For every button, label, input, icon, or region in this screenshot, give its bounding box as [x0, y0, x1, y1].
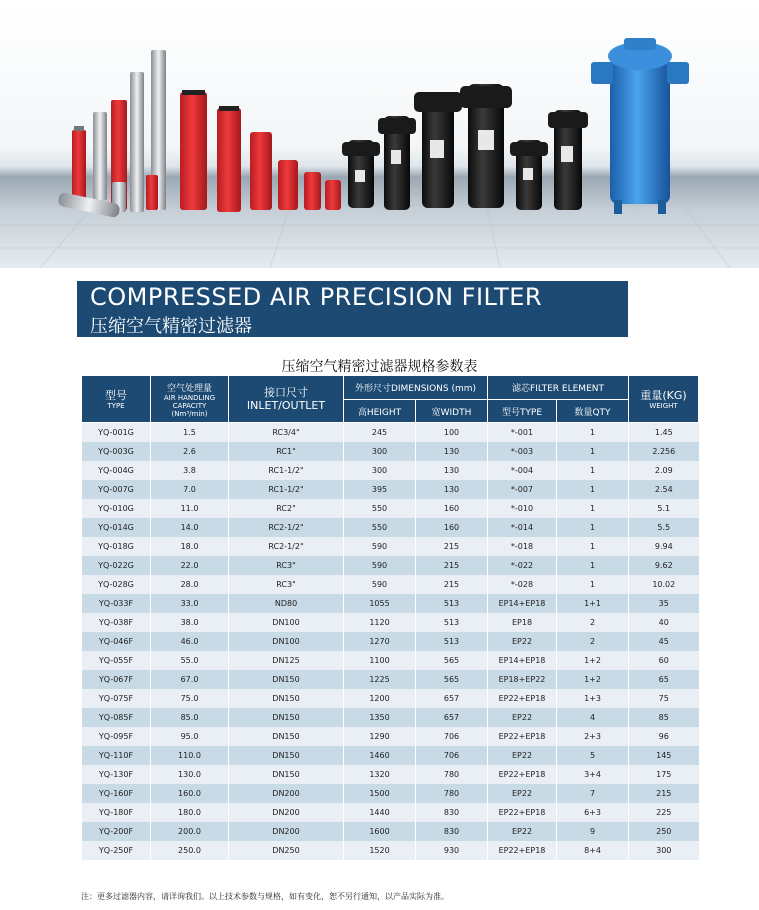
cell-weight: 145 — [629, 746, 699, 765]
header-inlet-en: INLET/OUTLET — [246, 399, 326, 412]
cell-height: 1120 — [344, 613, 416, 632]
cell-weight: 85 — [629, 708, 699, 727]
header-height: 高HEIGHT — [344, 400, 416, 423]
cell-capacity: 85.0 — [151, 708, 229, 727]
header-type-cn: 型号 — [105, 388, 127, 402]
cell-inlet: RC2-1/2" — [229, 518, 344, 537]
header-element-type: 型号TYPE — [488, 400, 557, 423]
cell-element-type: EP22 — [488, 822, 557, 841]
table-row — [82, 822, 699, 841]
cell-inlet: RC2-1/2" — [229, 537, 344, 556]
cell-model: YQ-014G — [82, 518, 151, 537]
cell-capacity: 250.0 — [151, 841, 229, 860]
cell-model: YQ-010G — [82, 499, 151, 518]
cell-element-qty: 1 — [557, 423, 629, 443]
cell-inlet: DN150 — [229, 765, 344, 784]
cell-width: 100 — [416, 423, 488, 443]
cell-width: 830 — [416, 803, 488, 822]
cell-element-type: EP14+EP18 — [488, 594, 557, 613]
cell-capacity: 67.0 — [151, 670, 229, 689]
cell-capacity: 14.0 — [151, 518, 229, 537]
cell-element-qty: 1 — [557, 575, 629, 594]
cell-element-type: *-007 — [488, 480, 557, 499]
cell-model: YQ-180F — [82, 803, 151, 822]
table-row — [82, 841, 699, 860]
table-row — [82, 442, 699, 461]
cell-height: 245 — [344, 423, 416, 443]
cell-element-type: EP22+EP18 — [488, 727, 557, 746]
cell-weight: 9.62 — [629, 556, 699, 575]
cell-capacity: 110.0 — [151, 746, 229, 765]
cell-element-qty: 3+4 — [557, 765, 629, 784]
table-row — [82, 423, 699, 443]
cell-inlet: DN100 — [229, 632, 344, 651]
cell-element-qty: 2 — [557, 632, 629, 651]
cell-inlet: RC1" — [229, 442, 344, 461]
cell-inlet: ND80 — [229, 594, 344, 613]
header-capacity-en1: AIR HANDLING — [163, 393, 216, 402]
cell-capacity: 2.6 — [151, 442, 229, 461]
table-row — [82, 784, 699, 803]
cell-element-type: *-003 — [488, 442, 557, 461]
table-row — [82, 803, 699, 822]
cell-inlet: RC1-1/2" — [229, 461, 344, 480]
cell-weight: 5.5 — [629, 518, 699, 537]
cell-element-type: *-014 — [488, 518, 557, 537]
cell-weight: 175 — [629, 765, 699, 784]
cell-height: 1320 — [344, 765, 416, 784]
cell-inlet: DN150 — [229, 708, 344, 727]
cell-inlet: RC1-1/2" — [229, 480, 344, 499]
header-filter-element: 滤芯FILTER ELEMENT — [488, 376, 629, 400]
cell-weight: 10.02 — [629, 575, 699, 594]
spec-table-body — [82, 423, 699, 861]
cell-capacity: 55.0 — [151, 651, 229, 670]
cell-element-qty: 8+4 — [557, 841, 629, 860]
cell-width: 657 — [416, 689, 488, 708]
cell-width: 780 — [416, 784, 488, 803]
cell-capacity: 160.0 — [151, 784, 229, 803]
cell-weight: 2.256 — [629, 442, 699, 461]
cell-width: 780 — [416, 765, 488, 784]
cell-weight: 45 — [629, 632, 699, 651]
cell-model: YQ-028G — [82, 575, 151, 594]
cell-weight: 250 — [629, 822, 699, 841]
cell-model: YQ-004G — [82, 461, 151, 480]
cell-element-qty: 1+3 — [557, 689, 629, 708]
cell-capacity: 28.0 — [151, 575, 229, 594]
table-row — [82, 632, 699, 651]
header-capacity-unit: (Nm³/min) — [171, 409, 208, 418]
cell-height: 1225 — [344, 670, 416, 689]
table-row — [82, 746, 699, 765]
cell-capacity: 7.0 — [151, 480, 229, 499]
cell-height: 1600 — [344, 822, 416, 841]
header-type — [82, 376, 151, 423]
table-row — [82, 613, 699, 632]
cell-weight: 35 — [629, 594, 699, 613]
cell-inlet: RC2" — [229, 499, 344, 518]
cell-weight: 60 — [629, 651, 699, 670]
cell-element-qty: 1 — [557, 461, 629, 480]
cell-width: 130 — [416, 480, 488, 499]
cell-height: 550 — [344, 499, 416, 518]
cell-inlet: RC3" — [229, 575, 344, 594]
header-weight — [629, 376, 699, 423]
cell-height: 300 — [344, 461, 416, 480]
cell-width: 830 — [416, 822, 488, 841]
cell-capacity: 33.0 — [151, 594, 229, 613]
table-row — [82, 499, 699, 518]
cell-element-qty: 2+3 — [557, 727, 629, 746]
banner-title-en: COMPRESSED AIR PRECISION FILTER — [90, 283, 543, 311]
cell-model: YQ-001G — [82, 423, 151, 443]
filter-products-illustration — [0, 0, 759, 268]
cell-model: YQ-038F — [82, 613, 151, 632]
cell-element-type: EP22+EP18 — [488, 765, 557, 784]
header-capacity-cn: 空气处理量 — [166, 383, 212, 394]
table-row — [82, 594, 699, 613]
cell-element-type: *-022 — [488, 556, 557, 575]
table-row — [82, 537, 699, 556]
cell-height: 1100 — [344, 651, 416, 670]
header-capacity-en2: CAPACITY — [172, 401, 207, 410]
cell-element-qty: 1 — [557, 442, 629, 461]
cell-width: 215 — [416, 537, 488, 556]
cell-width: 930 — [416, 841, 488, 860]
cell-height: 300 — [344, 442, 416, 461]
cell-element-qty: 1 — [557, 556, 629, 575]
footnote: 注：更多过滤器内容，请详询我们。以上技术参数与规格，如有变化，恕不另行通知，以产品实际为准。 — [81, 892, 449, 901]
header-inlet-cn: 接口尺寸 — [264, 386, 308, 399]
cell-element-qty: 1 — [557, 480, 629, 499]
table-row — [82, 518, 699, 537]
cell-element-type: EP22 — [488, 746, 557, 765]
cell-width: 215 — [416, 556, 488, 575]
cell-model: YQ-200F — [82, 822, 151, 841]
cell-element-qty: 7 — [557, 784, 629, 803]
cell-weight: 96 — [629, 727, 699, 746]
cell-element-type: *-018 — [488, 537, 557, 556]
cell-model: YQ-250F — [82, 841, 151, 860]
cell-element-type: EP22+EP18 — [488, 841, 557, 860]
cell-height: 1500 — [344, 784, 416, 803]
cell-height: 590 — [344, 575, 416, 594]
cell-element-qty: 2 — [557, 613, 629, 632]
cell-model: YQ-033F — [82, 594, 151, 613]
cell-weight: 2.09 — [629, 461, 699, 480]
cell-weight: 40 — [629, 613, 699, 632]
cell-width: 215 — [416, 575, 488, 594]
cell-capacity: 38.0 — [151, 613, 229, 632]
header-element-qty: 数量QTY — [557, 400, 629, 423]
cell-capacity: 18.0 — [151, 537, 229, 556]
cell-element-qty: 1 — [557, 499, 629, 518]
cell-weight: 65 — [629, 670, 699, 689]
cell-width: 565 — [416, 670, 488, 689]
cell-model: YQ-007G — [82, 480, 151, 499]
cell-model: YQ-055F — [82, 651, 151, 670]
cell-capacity: 180.0 — [151, 803, 229, 822]
cell-element-type: *-028 — [488, 575, 557, 594]
title-banner — [77, 281, 628, 337]
cell-element-type: EP22+EP18 — [488, 689, 557, 708]
table-row — [82, 651, 699, 670]
cell-model: YQ-018G — [82, 537, 151, 556]
cell-height: 1460 — [344, 746, 416, 765]
cell-inlet: DN200 — [229, 822, 344, 841]
cell-model: YQ-003G — [82, 442, 151, 461]
cell-weight: 75 — [629, 689, 699, 708]
cell-element-qty: 4 — [557, 708, 629, 727]
cell-width: 565 — [416, 651, 488, 670]
banner-title-cn: 压缩空气精密过滤器 — [90, 316, 252, 337]
cell-capacity: 130.0 — [151, 765, 229, 784]
cell-element-type: EP18+EP22 — [488, 670, 557, 689]
cell-model: YQ-130F — [82, 765, 151, 784]
cell-inlet: DN100 — [229, 613, 344, 632]
cell-height: 1055 — [344, 594, 416, 613]
cell-weight: 300 — [629, 841, 699, 860]
cell-inlet: DN150 — [229, 746, 344, 765]
cell-element-qty: 1+2 — [557, 670, 629, 689]
cell-capacity: 95.0 — [151, 727, 229, 746]
header-weight-en: WEIGHT — [649, 401, 678, 410]
table-row — [82, 461, 699, 480]
cell-element-type: *-004 — [488, 461, 557, 480]
cell-element-type: EP22+EP18 — [488, 803, 557, 822]
header-type-en: TYPE — [107, 401, 125, 410]
spec-table — [81, 375, 699, 860]
header-dimensions: 外形尺寸DIMENSIONS (mm) — [344, 376, 488, 400]
cell-element-type: *-010 — [488, 499, 557, 518]
cell-width: 513 — [416, 632, 488, 651]
table-row — [82, 575, 699, 594]
cell-weight: 1.45 — [629, 423, 699, 443]
header-inlet — [229, 376, 344, 423]
cell-height: 1290 — [344, 727, 416, 746]
cell-inlet: RC3" — [229, 556, 344, 575]
cell-width: 130 — [416, 461, 488, 480]
cell-inlet: DN150 — [229, 727, 344, 746]
cell-width: 513 — [416, 594, 488, 613]
cell-capacity: 3.8 — [151, 461, 229, 480]
cell-model: YQ-085F — [82, 708, 151, 727]
cell-weight: 2.54 — [629, 480, 699, 499]
header-width: 宽WIDTH — [416, 400, 488, 423]
table-row — [82, 556, 699, 575]
cell-height: 1200 — [344, 689, 416, 708]
cell-inlet: RC3/4" — [229, 423, 344, 443]
cell-model: YQ-160F — [82, 784, 151, 803]
header-capacity — [151, 376, 229, 423]
cell-element-qty: 6+3 — [557, 803, 629, 822]
cell-inlet: DN150 — [229, 670, 344, 689]
table-row — [82, 480, 699, 499]
cell-capacity: 11.0 — [151, 499, 229, 518]
cell-height: 1520 — [344, 841, 416, 860]
cell-width: 706 — [416, 746, 488, 765]
cell-width: 513 — [416, 613, 488, 632]
cell-height: 550 — [344, 518, 416, 537]
cell-model: YQ-046F — [82, 632, 151, 651]
cell-width: 706 — [416, 727, 488, 746]
table-row — [82, 689, 699, 708]
table-title: 压缩空气精密过滤器规格参数表 — [281, 359, 478, 375]
cell-inlet: DN150 — [229, 689, 344, 708]
cell-height: 395 — [344, 480, 416, 499]
cell-capacity: 200.0 — [151, 822, 229, 841]
table-row — [82, 708, 699, 727]
cell-element-qty: 5 — [557, 746, 629, 765]
cell-element-qty: 1+2 — [557, 651, 629, 670]
cell-inlet: DN200 — [229, 803, 344, 822]
table-row — [82, 765, 699, 784]
table-row — [82, 670, 699, 689]
cell-height: 1440 — [344, 803, 416, 822]
cell-element-qty: 1 — [557, 537, 629, 556]
cell-height: 1270 — [344, 632, 416, 651]
cell-weight: 215 — [629, 784, 699, 803]
cell-model: YQ-022G — [82, 556, 151, 575]
cell-model: YQ-110F — [82, 746, 151, 765]
cell-element-type: EP22 — [488, 708, 557, 727]
product-hero-image — [0, 0, 759, 268]
cell-element-type: EP22 — [488, 784, 557, 803]
cell-weight: 5.1 — [629, 499, 699, 518]
cell-element-qty: 9 — [557, 822, 629, 841]
cell-height: 1350 — [344, 708, 416, 727]
cell-capacity: 22.0 — [151, 556, 229, 575]
cell-model: YQ-095F — [82, 727, 151, 746]
cell-model: YQ-067F — [82, 670, 151, 689]
cell-width: 657 — [416, 708, 488, 727]
cell-height: 590 — [344, 556, 416, 575]
cell-element-type: *-001 — [488, 423, 557, 443]
cell-width: 160 — [416, 499, 488, 518]
cell-capacity: 46.0 — [151, 632, 229, 651]
cell-element-type: EP14+EP18 — [488, 651, 557, 670]
table-row — [82, 727, 699, 746]
cell-capacity: 75.0 — [151, 689, 229, 708]
cell-weight: 9.94 — [629, 537, 699, 556]
cell-weight: 225 — [629, 803, 699, 822]
cell-element-qty: 1 — [557, 518, 629, 537]
cell-element-type: EP18 — [488, 613, 557, 632]
header-weight-cn: 重量(KG) — [640, 388, 687, 402]
cell-inlet: DN200 — [229, 784, 344, 803]
cell-element-type: EP22 — [488, 632, 557, 651]
cell-width: 160 — [416, 518, 488, 537]
cell-element-qty: 1+1 — [557, 594, 629, 613]
cell-width: 130 — [416, 442, 488, 461]
cell-inlet: DN125 — [229, 651, 344, 670]
cell-height: 590 — [344, 537, 416, 556]
cell-capacity: 1.5 — [151, 423, 229, 443]
cell-model: YQ-075F — [82, 689, 151, 708]
cell-inlet: DN250 — [229, 841, 344, 860]
